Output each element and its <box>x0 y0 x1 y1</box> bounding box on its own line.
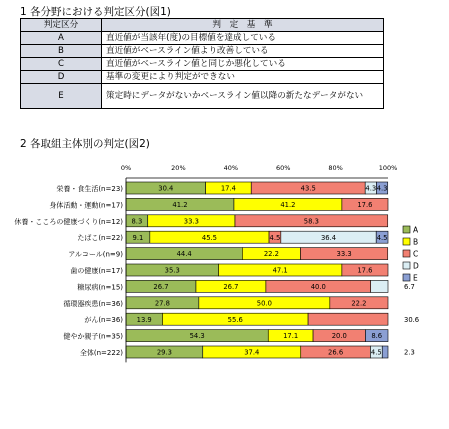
data-label: 22.2 <box>351 299 367 308</box>
criteria-grade: D <box>21 71 102 84</box>
legend-label: E <box>413 273 418 283</box>
data-label: 27.8 <box>154 299 170 308</box>
data-label: 26.7 <box>223 283 239 291</box>
data-label: 26.7 <box>153 283 169 291</box>
data-label: 17.6 <box>357 266 373 275</box>
x-tick-label: 100% <box>378 164 398 172</box>
section2-title: 2 各取組主体別の判定(図2) <box>20 138 150 150</box>
legend-swatch <box>403 250 410 257</box>
data-label: 4.5 <box>370 348 382 357</box>
data-label: 4.3 <box>365 184 377 193</box>
data-label: 2.3 <box>404 348 415 357</box>
category-label: 糖尿病(n=15) <box>77 283 123 292</box>
data-label: 40.0 <box>310 283 326 291</box>
data-label: 17.1 <box>283 332 299 341</box>
category-label: 循環器疾患(n=36) <box>63 299 123 308</box>
bar-segment <box>382 346 388 358</box>
category-label: 健やか親子(n=35) <box>63 332 123 341</box>
data-label: 50.0 <box>256 299 272 308</box>
data-label: 26.6 <box>328 348 344 357</box>
criteria-grade: A <box>21 32 102 45</box>
data-label: 4.3 <box>376 184 388 193</box>
category-label: 全体(n=222) <box>79 349 123 357</box>
legend-label: D <box>413 261 419 271</box>
data-label: 22.2 <box>263 250 279 259</box>
data-label: 29.3 <box>156 348 172 357</box>
data-label: 20.0 <box>331 332 347 341</box>
data-label: 41.2 <box>172 201 188 209</box>
section1-title: 1 各分野における判定区分(図1) <box>20 6 171 18</box>
data-label: 17.6 <box>357 201 373 209</box>
criteria-grade: E <box>21 84 102 109</box>
category-label: アルコール(n=9) <box>68 250 123 259</box>
x-tick-label: 60% <box>275 164 291 172</box>
legend-swatch <box>403 238 410 245</box>
data-label: 55.6 <box>227 315 243 324</box>
data-label: 35.3 <box>164 266 180 275</box>
criteria-text: 直近値がベースライン値と同じか悪化している <box>102 58 384 71</box>
data-label: 43.5 <box>300 184 316 193</box>
data-label: 45.5 <box>201 233 218 242</box>
header-grade: 判定区分 <box>21 19 102 32</box>
data-label: 6.7 <box>404 283 415 291</box>
data-label: 33.3 <box>336 250 352 259</box>
data-label: 36.4 <box>320 233 337 242</box>
category-label: 休養・こころの健康づくり(n=12) <box>14 217 123 226</box>
x-tick-label: 20% <box>171 164 186 172</box>
category-label: 歯の健康(n=17) <box>70 267 123 275</box>
data-label: 8.6 <box>371 332 383 341</box>
data-label: 44.4 <box>176 250 192 259</box>
data-label: 33.3 <box>183 217 199 226</box>
x-tick-label: 40% <box>223 164 239 172</box>
data-label: 30.6 <box>404 315 420 324</box>
data-label: 58.3 <box>303 217 319 226</box>
criteria-grade: C <box>21 58 102 71</box>
data-label: 37.4 <box>244 348 260 357</box>
legend-label: C <box>413 249 419 259</box>
bar-segment <box>371 280 388 292</box>
data-label: 47.1 <box>272 266 288 275</box>
data-label: 41.2 <box>280 201 296 209</box>
x-tick-label: 80% <box>328 164 343 172</box>
criteria-text: 直近値がベースライン値より改善している <box>102 45 384 58</box>
data-label: 9.1 <box>132 233 144 242</box>
header-criteria: 判 定 基 準 <box>102 19 384 32</box>
legend-label: A <box>413 225 419 235</box>
legend-label: B <box>413 237 419 247</box>
data-label: 4.5 <box>376 233 388 242</box>
data-label: 4.5 <box>269 233 281 242</box>
criteria-text: 直近値が当該年(度)の目標値を達成している <box>102 32 384 45</box>
category-label: たばこ(n=22) <box>77 234 123 243</box>
category-label: 栄養・食生活(n=23) <box>56 185 123 193</box>
legend-swatch <box>403 274 410 281</box>
legend-swatch <box>403 262 410 269</box>
category-label: 身体活動・運動(n=17) <box>49 201 123 210</box>
bar-segment <box>308 313 388 325</box>
criteria-text: 策定時にデータがないかベースライン値以降の新たなデータがない <box>102 84 384 109</box>
criteria-text: 基準の変更により判定ができない <box>102 71 384 84</box>
data-label: 8.3 <box>131 217 143 226</box>
criteria-grade: B <box>21 45 102 58</box>
data-label: 30.4 <box>158 184 174 193</box>
data-label: 54.3 <box>189 332 205 341</box>
legend-swatch <box>403 226 410 233</box>
data-label: 17.4 <box>220 184 237 193</box>
data-label: 13.9 <box>136 315 152 324</box>
category-label: がん(n=36) <box>84 316 123 325</box>
x-tick-label: 0% <box>120 164 132 172</box>
